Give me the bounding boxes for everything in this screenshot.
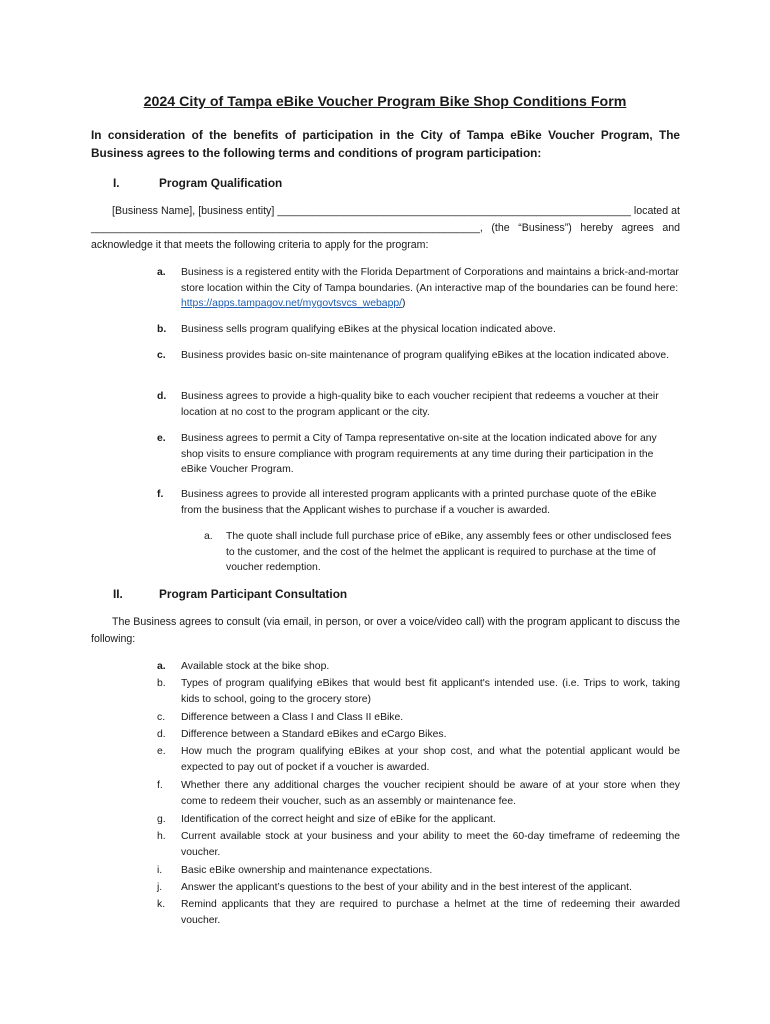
list-item-text: Current available stock at your business and your ability to meet the 60-day timeframe of redeeming the voucher.: [181, 831, 680, 858]
list-item: [157, 778, 680, 809]
list-item-label: i.: [157, 865, 163, 876]
list-item: [157, 487, 680, 518]
list-item-label: a.: [157, 267, 166, 278]
list-item: [157, 389, 680, 420]
list-item-text: Business is a registered entity with the Florida Department of Corporations and maintains a brick-and-mortar store location within the City of Tampa boundaries. (An interactive map of the boundaries can be found here:: [181, 267, 679, 294]
list-item: [157, 322, 680, 338]
section-2-number: II.: [113, 587, 123, 601]
list-item-text: Business agrees to provide all interested program applicants with a printed purchase quote of the eBike from the business that the Applicant wishes to purchase if a voucher is awarded.: [181, 489, 657, 516]
section-1-paragraph-text: [Business Name], [business entity] ____________________________________________________________ located at __________________________________________________________________, (the “Business”) hereby agrees and acknowledge it that meets the following criteria to apply for the program:: [91, 205, 680, 251]
list-item-text: Business sells program qualifying eBikes at the physical location indicated above.: [181, 324, 556, 335]
list-item-label: c.: [157, 712, 166, 723]
section-2-title: Program Participant Consultation: [159, 587, 348, 601]
list-item-label: e.: [157, 433, 166, 444]
list-item-label: f.: [157, 780, 163, 791]
list-item-label: d.: [157, 391, 167, 402]
section-2-paragraph: [91, 614, 680, 648]
list-item-text-end: ): [402, 298, 406, 310]
list-item-text: Basic eBike ownership and maintenance expectations.: [181, 865, 433, 876]
list-item: [157, 659, 680, 675]
section-2-paragraph-text: The Business agrees to consult (via email, in person, or over a voice/video call) with the program applicant to discuss the following:: [91, 616, 680, 645]
list-item: [157, 676, 680, 707]
list-item: [157, 744, 680, 775]
section-1-title: Program Qualification: [159, 176, 283, 190]
list-item: [157, 897, 680, 928]
list-item-label: d.: [157, 729, 166, 740]
list-item-label: k.: [157, 899, 166, 910]
list-item-text: Difference between a Class I and Class II eBike.: [181, 712, 404, 723]
list-item-label: c.: [157, 350, 166, 361]
sub-list-item: [204, 529, 680, 576]
map-link[interactable]: https://apps.tampagov.net/mygovtsvcs_webapp/: [181, 298, 403, 310]
section-1-paragraph: [91, 203, 680, 254]
page-title: 2024 City of Tampa eBike Voucher Program Bike Shop Conditions Form: [143, 94, 627, 110]
list-item-text: Whether there any additional charges the voucher recipient should be aware of at your store when they come to redeem their voucher, such as an assembly or maintenance fee.: [181, 780, 680, 807]
list-item: [157, 710, 680, 726]
list-item-label: f.: [157, 489, 164, 500]
list-item: [157, 829, 680, 860]
list-item: [157, 880, 680, 896]
list-item-text: Business agrees to provide a high-quality bike to each voucher recipient that redeems a voucher at their location at no cost to the program applicant or the city.: [181, 391, 659, 418]
list-item-text: Remind applicants that they are required to purchase a helmet at the time of redeeming their awarded voucher.: [181, 899, 680, 926]
intro-paragraph: In consideration of the benefits of participation in the City of Tampa eBike Voucher Program, The Business agrees to the following terms and conditions of program participation:: [91, 128, 680, 160]
list-item-label: e.: [157, 746, 166, 757]
list-item: [157, 431, 680, 478]
list-item-text: Available stock at the bike shop.: [181, 661, 330, 672]
section-1-number: I.: [113, 176, 120, 190]
list-item: [157, 727, 680, 743]
list-item-text: Business provides basic on-site maintenance of program qualifying eBikes at the location indicated above.: [181, 350, 670, 361]
list-item-text: Types of program qualifying eBikes that would best fit applicant's intended use. (i.e. Trips to work, taking kids to school, going to the grocery store): [181, 678, 680, 705]
list-item-text: Answer the applicant’s questions to the best of your ability and in the best interest of the applicant.: [181, 882, 632, 893]
list-item: [157, 265, 680, 312]
sub-list-item-label: a.: [204, 531, 213, 542]
list-item-text: Identification of the correct height and size of eBike for the applicant.: [181, 814, 496, 825]
list-item-label: b.: [157, 678, 166, 689]
list-item: [157, 812, 680, 828]
list-item: [157, 863, 680, 879]
list-item-label: h.: [157, 831, 166, 842]
list-item-text: Difference between a Standard eBikes and eCargo Bikes.: [181, 729, 447, 740]
list-item-label: j.: [157, 882, 163, 893]
list-item-label: b.: [157, 324, 167, 335]
list-item-text: How much the program qualifying eBikes at your shop cost, and what the potential applicant would be expected to pay out of pocket if a voucher is awarded.: [181, 746, 680, 773]
list-item-text: Business agrees to permit a City of Tampa representative on-site at the location indicated above for any shop visits to ensure compliance with program requirements at any time during their participation in the eBike Voucher Program.: [181, 433, 657, 476]
list-item-label: g.: [157, 814, 166, 825]
list-item: [157, 348, 680, 364]
sub-list-item-text: The quote shall include full purchase price of eBike, any assembly fees or other undisclosed fees to the customer, and the cost of the helmet the applicant is required to purchase at the time of voucher redemption.: [226, 531, 672, 574]
list-item-label: a.: [157, 661, 166, 672]
